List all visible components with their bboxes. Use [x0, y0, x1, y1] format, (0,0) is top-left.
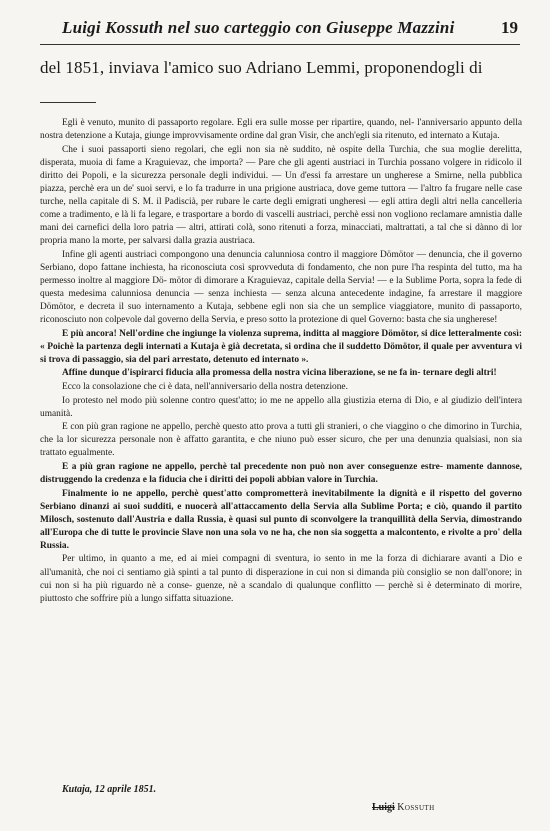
paragraph: Egli è venuto, munito di passaporto regolare. Egli era sulle mosse per ripartire, quando, nel- l'anniversario appunto della nostra detenzione a Kutaja, giunge improvvisamente ordine dal gran Visir, che anch'egli sia ritenuto, ed internato a Kutaja. — [40, 118, 522, 142]
letter-date: Kutaja, 12 aprile 1851. — [62, 784, 157, 795]
signature-first-name: Luigi — [372, 802, 395, 813]
running-title: Luigi Kossuth nel suo carteggio con Giuseppe Mazzini — [62, 18, 455, 37]
paragraph: Infine gli agenti austriaci compongono una denuncia calunniosa contro il maggiore Dömötor — denuncia, che il governo Serbiano, dopo fattane inchiesta, ha riconosciuta così sprovveduta di fondamento, che non pure l'ha respinta del tutto, ma ha permesso inoltre al maggiore Dö- mötor di dimorare a Kraguievaz, capitale della Servia! — e la Sublime Porta, sopra la fede di questa medesima calunniosa denuncia — senza inchiesta — senza alcuna antecedente indagine, fa arrestare il maggiore Dömötor, e decreta il suo internamento a Kutaja, sebbene egli non sia che un semplice viaggiatore, munito di passaporto, riconosciuto non colpevole dal governo della Servia, e preso sotto la protezione di quel Governo: basta che sia ungherese! — [40, 249, 522, 325]
paragraph: Ecco la consolazione che ci è data, nell'anniversario della nostra detenzione. — [62, 381, 348, 392]
section-divider — [40, 102, 96, 103]
paragraph: Per ultimo, in quanto a me, ed ai miei compagni di sventura, io sento in me la forza di dichiarare avanti a Dio e all'umanità, che noi ci sentiamo già spinti a tal punto di disperazione in cui non si dimanda più consiglio se non dall'onore; in cui non si ha più riguardo nè a conse- guenze, nè a scandalo di qualunque conflitto — perchè si è determinato di morire, piuttosto che soffrire più a lungo siffatta situazione. — [40, 554, 522, 604]
lead-line: del 1851, inviava l'amico suo Adriano Lemmi, proponendogli di — [40, 58, 483, 77]
paragraph: Io protesto nel modo più solenne contro quest'atto; io me ne appello alla giustizia eterna di Dio, e al giudizio dell'intera umanità. — [40, 395, 522, 419]
letter-closing — [0, 784, 550, 813]
paragraph: E più ancora! Nell'ordine che ingiunge la violenza suprema, inditta al maggiore Dömötor, si dice letteralmente così: « Poichè la partenza degli internati a Kutaja è già decretata, si ordina che il suddetto Dömötor, il quale per avventura vi si trova di passaggio, sia del pari arrestato, detenuto ed internato ». — [40, 328, 522, 365]
paragraph: Affine dunque d'ispirarci fiducia alla promessa della nostra vicina liberazione, se ne fa in- ternare degli altri! — [62, 368, 497, 379]
signature — [372, 802, 435, 813]
signature-last-name: Kossuth — [397, 802, 435, 813]
paragraph: E a più gran ragione ne appello, perchè tal precedente non può non aver conseguenze estre- mamente dannose, distruggendo la credenza e la fiducia che i diritti dei popoli abbian valore in Turchia. — [40, 461, 522, 486]
running-header — [0, 18, 550, 40]
paragraph: Finalmente io ne appello, perchè quest'atto comprometterà inevitabilmente la dignità e il rispetto del governo Serbiano dinanzi ai suoi sudditi, e nuocerà all'attaccamento della Servia alla Sublime Porta; e ciò, quando il partito Milosch, sostenuto dall'Austria e dalla Russia, è quasi sul punto di sconvolgere la tranquillità della Servia, dimostrando all'Europa che di tutte le provincie Slave non una sola vo ne ha, che non sia soggetta a malcontento, e rivolte a pro' della Russia. — [40, 488, 522, 551]
paragraph: E con più gran ragione ne appello, perchè questo atto prova a tutti gli stranieri, o che viaggino o che dimorino in Turchia, che la lor sicurezza personale non è affatto garantita, e che niuno può esser sicuro, che per una denunzia qualsiasi, non sia trattato egualmente. — [40, 422, 522, 459]
paragraph: Che i suoi passaporti sieno regolari, che egli non sia nè suddito, nè ospite della Turchia, che sua moglie derelitta, disperata, muoia di fame a Kraguievaz, che importa? — Pare che gli agenti austriaci in Turchia possano volgere in ridicolo il diritto dei Popoli, e la sicurezza personale degli individui. — Un d'essi fa arrestare un ungherese a Smirne, nella pubblica piazza, perchè era un de' suoi servi, e lo fa tradurre in una prigione austriaca, dove geme tuttora — l'altro fa frugare nelle case turche, nella capitale di S. M. il Padiscià, per rubare le carte degli emigrati ungheresi — egli attira degli altri nella cancelleria come a tradimento, e là li fa legare, e trasportare a bordo di vascelli austriaci, perchè essi non vogliono reclamare amnistia dalle mani dei carnefici della loro patria — altri, attirati colà, sono ritenuti a forza, minacciati, maltrattati, a tal che si dànno di lor propria mano la morte, per salvarsi dalla grazia austriaca. — [40, 144, 522, 247]
page-number: 19 — [501, 18, 518, 37]
header-rule — [40, 44, 520, 45]
letter-body — [40, 117, 522, 606]
